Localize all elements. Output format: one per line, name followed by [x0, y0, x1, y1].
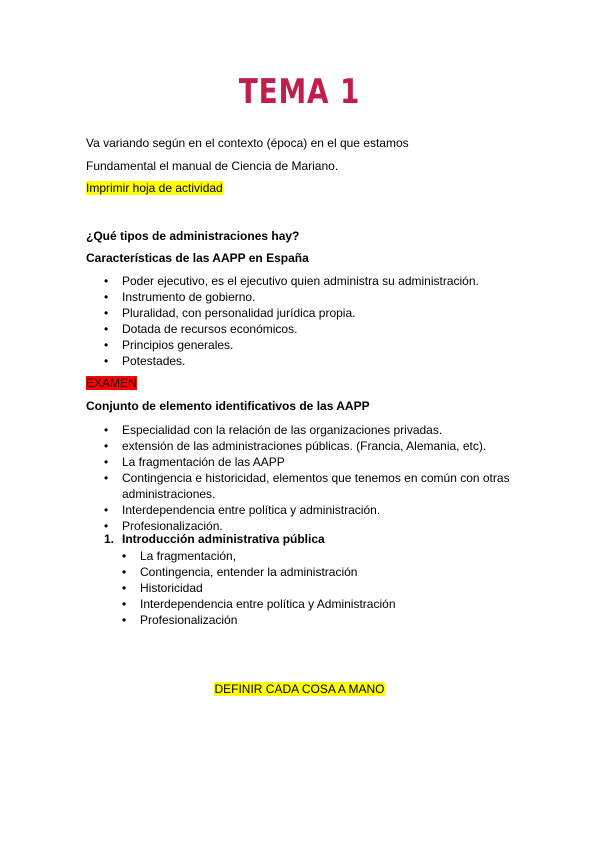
list-item: • La fragmentación de las AAPP: [122, 454, 510, 470]
list-item: • Profesionalización: [140, 612, 396, 628]
list-item: • Poder ejecutivo, es el ejecutivo quien administra su administración.: [122, 273, 479, 289]
footer-note-text: DEFINIR CADA COSA A MANO: [214, 682, 385, 696]
list-item-continuation: administraciones.: [122, 487, 216, 501]
list-item: • Instrumento de gobierno.: [122, 289, 479, 305]
list-item: • Contingencia, entender la administración: [140, 564, 396, 580]
print-note: [86, 181, 223, 195]
list-item: • Profesionalización.: [122, 518, 510, 534]
characteristics-heading: Características de las AAPP en España: [86, 251, 309, 265]
list-item: • Interdependencia entre política y Administración: [140, 596, 396, 612]
section-items-list: [140, 548, 396, 628]
characteristics-list: [122, 273, 479, 369]
print-note-text: Imprimir hoja de actividad: [86, 181, 223, 195]
identifiers-heading: Conjunto de elemento identificativos de las AAPP: [86, 399, 370, 413]
list-item: • Potestades.: [122, 353, 479, 369]
section-title: Introducción administrativa pública: [122, 532, 325, 546]
list-item: • Dotada de recursos económicos.: [122, 321, 479, 337]
exam-label-text: EXAMEN: [86, 376, 137, 390]
page-title: TEMA 1: [238, 72, 361, 112]
intro-line-1: Va variando según en el contexto (época) en el que estamos: [86, 136, 409, 150]
list-item: • Especialidad con la relación de las organizaciones privadas.: [122, 422, 510, 438]
list-item: • Principios generales.: [122, 337, 479, 353]
exam-label: [86, 376, 137, 390]
identifiers-list: [122, 422, 510, 534]
list-item: • La fragmentación,: [140, 548, 396, 564]
intro-line-2: Fundamental el manual de Ciencia de Mariano.: [86, 159, 339, 173]
list-item: • Pluralidad, con personalidad jurídica propia.: [122, 305, 479, 321]
section-number: 1.: [104, 532, 115, 546]
question-heading: ¿Qué tipos de administraciones hay?: [86, 229, 300, 243]
list-item: • extensión de las administraciones públicas. (Francia, Alemania, etc).: [122, 438, 510, 454]
list-item: [122, 470, 510, 502]
footer-note: [0, 682, 599, 696]
list-item: • Interdependencia entre política y administración.: [122, 502, 510, 518]
list-item-text: Contingencia e historicidad, elementos que tenemos en común con otras: [122, 471, 510, 485]
list-item: • Historicidad: [140, 580, 396, 596]
